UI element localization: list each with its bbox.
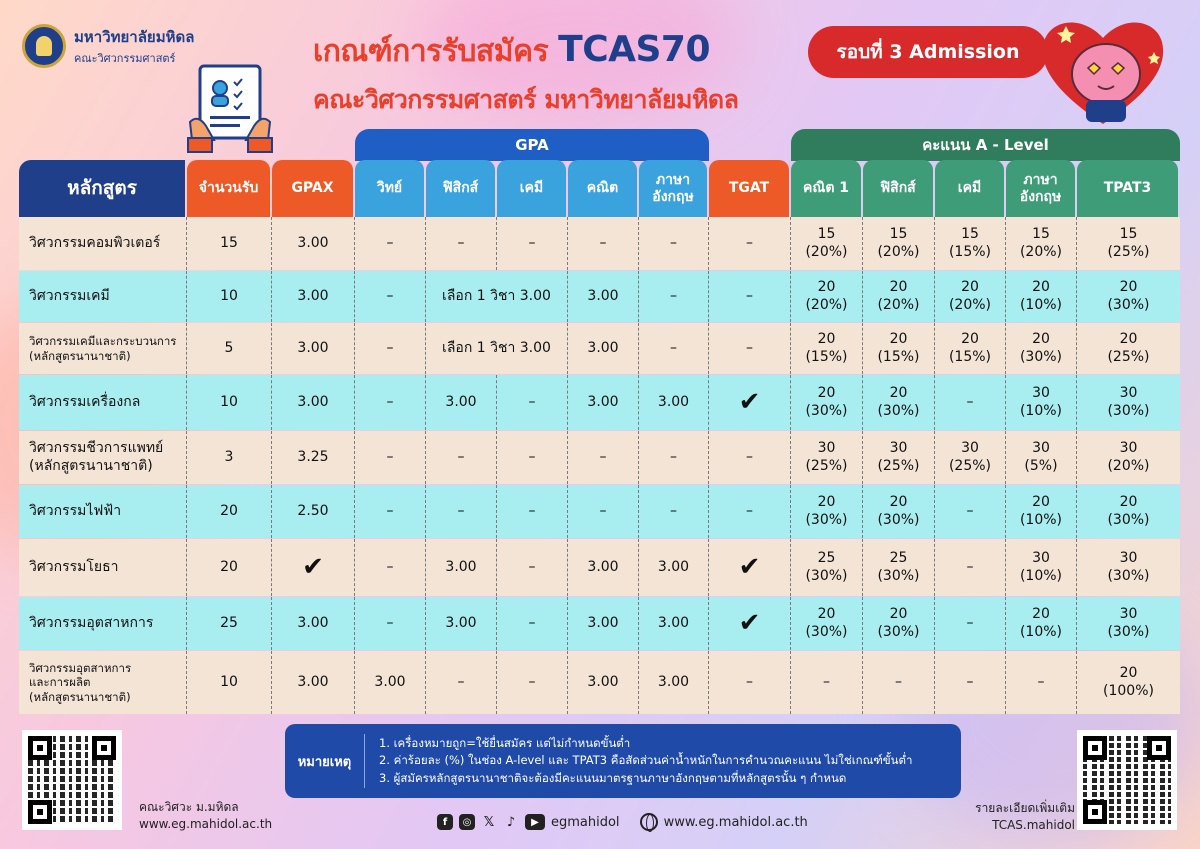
- cell-a-phy: –: [863, 651, 935, 714]
- cell-sci: –: [355, 271, 426, 322]
- program-name: วิศวกรรมเครื่องกล: [19, 375, 187, 430]
- cell-tgat: –: [709, 431, 791, 484]
- cell-phy: –: [426, 651, 497, 714]
- cell-tpat3: 20 (25%): [1107, 331, 1150, 365]
- cell-tpat3: 20 (100%): [1103, 665, 1154, 699]
- footer-website-left[interactable]: www.eg.mahidol.ac.th: [139, 817, 273, 832]
- table-row: [19, 217, 1180, 270]
- cell-seats: 5: [187, 323, 272, 374]
- column-header-math: คณิต: [568, 160, 637, 217]
- cell-phy: –: [426, 217, 497, 270]
- cell-eng: –: [639, 217, 709, 270]
- table-row: [19, 539, 1180, 596]
- cell-tgat: –: [709, 271, 791, 322]
- cell-a-math1: 20 (30%): [791, 597, 863, 650]
- program-name: วิศวกรรมเคมีและกระบวนการ (หลักสูตรนานาชาติ): [19, 323, 187, 374]
- tiktok-icon[interactable]: ♪: [506, 814, 516, 830]
- cell-phychem: เลือก 1 วิชา 3.00: [426, 271, 568, 322]
- globe-icon: [640, 813, 658, 831]
- cell-phy: 3.00: [426, 375, 497, 430]
- university-logo: [22, 24, 194, 68]
- cell-tpat3: 30 (30%): [1107, 550, 1150, 584]
- cell-chem: –: [497, 485, 568, 538]
- more-info-label: รายละเอียดเพิ่มเติม: [975, 801, 1075, 815]
- column-header-a-eng: ภาษา อังกฤษ: [1006, 160, 1075, 217]
- cell-gpax: 3.00: [272, 271, 355, 322]
- note-item: 3. ผู้สมัครหลักสูตรนานาชาติจะต้องมีคะแนนมาตรฐานภาษาอังกฤษตามที่หลักสูตรนั้น ๆ กำหนด: [379, 770, 847, 785]
- cell-eng: 3.00: [639, 375, 709, 430]
- program-name: วิศวกรรมคอมพิวเตอร์: [19, 217, 187, 270]
- cell-a-math1: 20 (20%): [791, 271, 863, 322]
- table-row: [19, 323, 1180, 374]
- cell-tgat: –: [709, 651, 791, 714]
- cell-a-phy: 20 (30%): [863, 485, 935, 538]
- mascot-heart-icon: [1036, 12, 1171, 128]
- cell-a-chem: –: [935, 539, 1006, 596]
- column-header-a-phy: ฟิสิกส์: [863, 160, 933, 217]
- cell-gpax: 3.00: [272, 651, 355, 714]
- cell-phy: 3.00: [426, 597, 497, 650]
- cell-tpat3: 30 (30%): [1107, 606, 1150, 640]
- table-row: [19, 651, 1180, 714]
- cell-sci: –: [355, 431, 426, 484]
- cell-a-chem: 30 (25%): [935, 431, 1006, 484]
- footer-website[interactable]: www.eg.mahidol.ac.th: [663, 814, 808, 830]
- column-header-program: หลักสูตร: [19, 160, 185, 217]
- column-header-tpat3: TPAT3: [1077, 160, 1178, 217]
- cell-sci: –: [355, 375, 426, 430]
- cell-eng: –: [639, 271, 709, 322]
- cell-math: –: [568, 217, 639, 270]
- cell-a-math1: 30 (25%): [791, 431, 863, 484]
- cell-gpax: 3.00: [272, 217, 355, 270]
- program-name: วิศวกรรมโยธา: [19, 539, 187, 596]
- cell-seats: 20: [187, 485, 272, 538]
- page-title: เกณฑ์การรับสมัคร TCAS70: [313, 29, 711, 70]
- cell-math: 3.00: [568, 271, 639, 322]
- cell-math: –: [568, 431, 639, 484]
- cell-seats: 15: [187, 217, 272, 270]
- cell-seats: 10: [187, 271, 272, 322]
- column-header-tgat: TGAT: [709, 160, 789, 217]
- cell-math: 3.00: [568, 597, 639, 650]
- cell-gpax: 3.25: [272, 431, 355, 484]
- note-item: 1. เครื่องหมายถูก=ใช้ยื่นสมัคร แต่ไม่กำหนดขั้นต่ำ: [379, 736, 631, 751]
- table-row: [19, 597, 1180, 650]
- notes-panel: [285, 724, 961, 798]
- youtube-icon[interactable]: ▶: [525, 814, 545, 830]
- cell-seats: 3: [187, 431, 272, 484]
- column-header-chem: เคมี: [497, 160, 566, 217]
- page-subtitle: คณะวิศวกรรมศาสตร์ มหาวิทยาลัยมหิดล: [313, 85, 739, 114]
- cell-a-math1: 15 (20%): [791, 217, 863, 270]
- faculty-name: คณะวิศวกรรมศาสตร์: [74, 52, 176, 65]
- cell-phy: –: [426, 485, 497, 538]
- cell-a-chem: 20 (20%): [935, 271, 1006, 322]
- cell-sci: –: [355, 539, 426, 596]
- cell-a-phy: 20 (20%): [863, 271, 935, 322]
- cell-sci: –: [355, 597, 426, 650]
- qr-code-left[interactable]: [22, 730, 122, 830]
- cell-phychem: เลือก 1 วิชา 3.00: [426, 323, 568, 374]
- cell-seats: 10: [187, 375, 272, 430]
- cell-a-phy: 15 (20%): [863, 217, 935, 270]
- cell-eng: 3.00: [639, 651, 709, 714]
- cell-chem: –: [497, 375, 568, 430]
- program-name: วิศวกรรมเคมี: [19, 271, 187, 322]
- cell-a-math1: 20 (30%): [791, 485, 863, 538]
- cell-gpax: 2.50: [272, 485, 355, 538]
- cell-math: –: [568, 485, 639, 538]
- cell-eng: –: [639, 431, 709, 484]
- cell-tgat: –: [709, 485, 791, 538]
- cell-a-phy: 20 (30%): [863, 375, 935, 430]
- table-row: [19, 271, 1180, 322]
- column-header-a-math1: คณิต 1: [791, 160, 861, 217]
- cell-eng: 3.00: [639, 597, 709, 650]
- cell-a-chem: –: [935, 597, 1006, 650]
- cell-tpat3: 20 (30%): [1107, 279, 1150, 313]
- cell-tgat: ✔: [709, 375, 791, 430]
- cell-gpax: 3.00: [272, 323, 355, 374]
- cell-eng: –: [639, 323, 709, 374]
- cell-a-math1: –: [791, 651, 863, 714]
- cell-a-phy: 20 (15%): [863, 323, 935, 374]
- cell-a-eng: –: [1006, 651, 1077, 714]
- cell-seats: 25: [187, 597, 272, 650]
- alevel-group-header: คะแนน A - Level: [791, 129, 1180, 161]
- x-icon[interactable]: 𝕏: [483, 814, 495, 830]
- cell-tpat3: 30 (20%): [1107, 440, 1150, 474]
- cell-a-eng: 20 (10%): [1006, 597, 1077, 650]
- cell-sci: 3.00: [355, 651, 426, 714]
- cell-a-math1: 25 (30%): [791, 539, 863, 596]
- column-header-phy: ฟิสิกส์: [426, 160, 495, 217]
- program-name: วิศวกรรมชีวการแพทย์ (หลักสูตรนานาชาติ): [19, 431, 187, 484]
- table-row: [19, 431, 1180, 484]
- cell-chem: –: [497, 217, 568, 270]
- cell-tgat: –: [709, 323, 791, 374]
- cell-a-eng: 20 (10%): [1006, 271, 1077, 322]
- instagram-icon[interactable]: ◎: [459, 814, 475, 830]
- program-name: วิศวกรรมอุตสาหการ: [19, 597, 187, 650]
- cell-a-eng: 20 (10%): [1006, 485, 1077, 538]
- cell-seats: 10: [187, 651, 272, 714]
- qr-code-right[interactable]: [1077, 730, 1177, 830]
- cell-eng: –: [639, 485, 709, 538]
- cell-math: 3.00: [568, 375, 639, 430]
- cell-chem: –: [497, 651, 568, 714]
- admission-criteria-table: [19, 129, 1180, 714]
- cell-tpat3: 15 (25%): [1107, 226, 1150, 260]
- table-row: [19, 485, 1180, 538]
- cell-a-eng: 20 (30%): [1006, 323, 1077, 374]
- cell-a-phy: 20 (30%): [863, 597, 935, 650]
- tcas-link[interactable]: TCAS.mahidol: [992, 818, 1075, 833]
- cell-a-chem: –: [935, 375, 1006, 430]
- cell-math: 3.00: [568, 651, 639, 714]
- cell-chem: –: [497, 539, 568, 596]
- cell-a-phy: 30 (25%): [863, 431, 935, 484]
- cell-chem: –: [497, 431, 568, 484]
- footer-left: [139, 799, 272, 834]
- cell-phy: –: [426, 431, 497, 484]
- cell-a-chem: –: [935, 651, 1006, 714]
- social-handle[interactable]: egmahidol: [551, 814, 620, 830]
- university-seal-icon: [22, 24, 66, 68]
- gpa-group-header: GPA: [355, 129, 709, 161]
- cell-a-math1: 20 (30%): [791, 375, 863, 430]
- cell-math: 3.00: [568, 539, 639, 596]
- round-badge: รอบที่ 3 Admission: [808, 26, 1048, 78]
- cell-a-eng: 30 (10%): [1006, 375, 1077, 430]
- program-name: วิศวกรรมไฟฟ้า: [19, 485, 187, 538]
- table-row: [19, 375, 1180, 430]
- cell-tpat3: 30 (30%): [1107, 385, 1150, 419]
- cell-math: 3.00: [568, 323, 639, 374]
- facebook-icon[interactable]: f: [437, 814, 453, 830]
- cell-eng: 3.00: [639, 539, 709, 596]
- footer-faculty: คณะวิศวะ ม.มหิดล: [139, 800, 239, 814]
- column-header-sci: วิทย์: [355, 160, 424, 217]
- cell-sci: –: [355, 217, 426, 270]
- footer-right: [975, 800, 1075, 835]
- notes-label: หมายเหตุ: [285, 734, 365, 788]
- university-name: มหาวิทยาลัยมหิดล: [74, 28, 195, 46]
- cell-a-eng: 30 (5%): [1006, 431, 1077, 484]
- cell-gpax: 3.00: [272, 375, 355, 430]
- cell-tgat: –: [709, 217, 791, 270]
- column-header-gpax: GPAX: [272, 160, 353, 217]
- cell-sci: –: [355, 323, 426, 374]
- note-item: 2. ค่าร้อยละ (%) ในช่อง A-level และ TPAT3 คือสัดส่วนค่าน้ำหนักในการคำนวณคะแนน ไม่ใช่เกณฑ์ขั้นต่ำ: [379, 753, 913, 768]
- cell-phy: 3.00: [426, 539, 497, 596]
- cell-a-chem: –: [935, 485, 1006, 538]
- cell-a-chem: 15 (15%): [935, 217, 1006, 270]
- cell-sci: –: [355, 485, 426, 538]
- cell-tgat: ✔: [709, 539, 791, 596]
- cell-gpax: ✔: [272, 539, 355, 596]
- column-header-a-chem: เคมี: [935, 160, 1004, 217]
- cell-a-eng: 30 (10%): [1006, 539, 1077, 596]
- cell-gpax: 3.00: [272, 597, 355, 650]
- cell-a-phy: 25 (30%): [863, 539, 935, 596]
- cell-tpat3: 20 (30%): [1107, 494, 1150, 528]
- cell-tgat: ✔: [709, 597, 791, 650]
- program-name: วิศวกรรมอุตสาหการ และการผลิต (หลักสูตรนานาชาติ): [19, 651, 187, 714]
- cell-seats: 20: [187, 539, 272, 596]
- footer-social: [437, 813, 808, 831]
- column-header-seats: จำนวนรับ: [187, 160, 270, 217]
- cell-a-eng: 15 (20%): [1006, 217, 1077, 270]
- column-header-eng: ภาษา อังกฤษ: [639, 160, 707, 217]
- cell-chem: –: [497, 597, 568, 650]
- cell-a-math1: 20 (15%): [791, 323, 863, 374]
- cell-a-chem: 20 (15%): [935, 323, 1006, 374]
